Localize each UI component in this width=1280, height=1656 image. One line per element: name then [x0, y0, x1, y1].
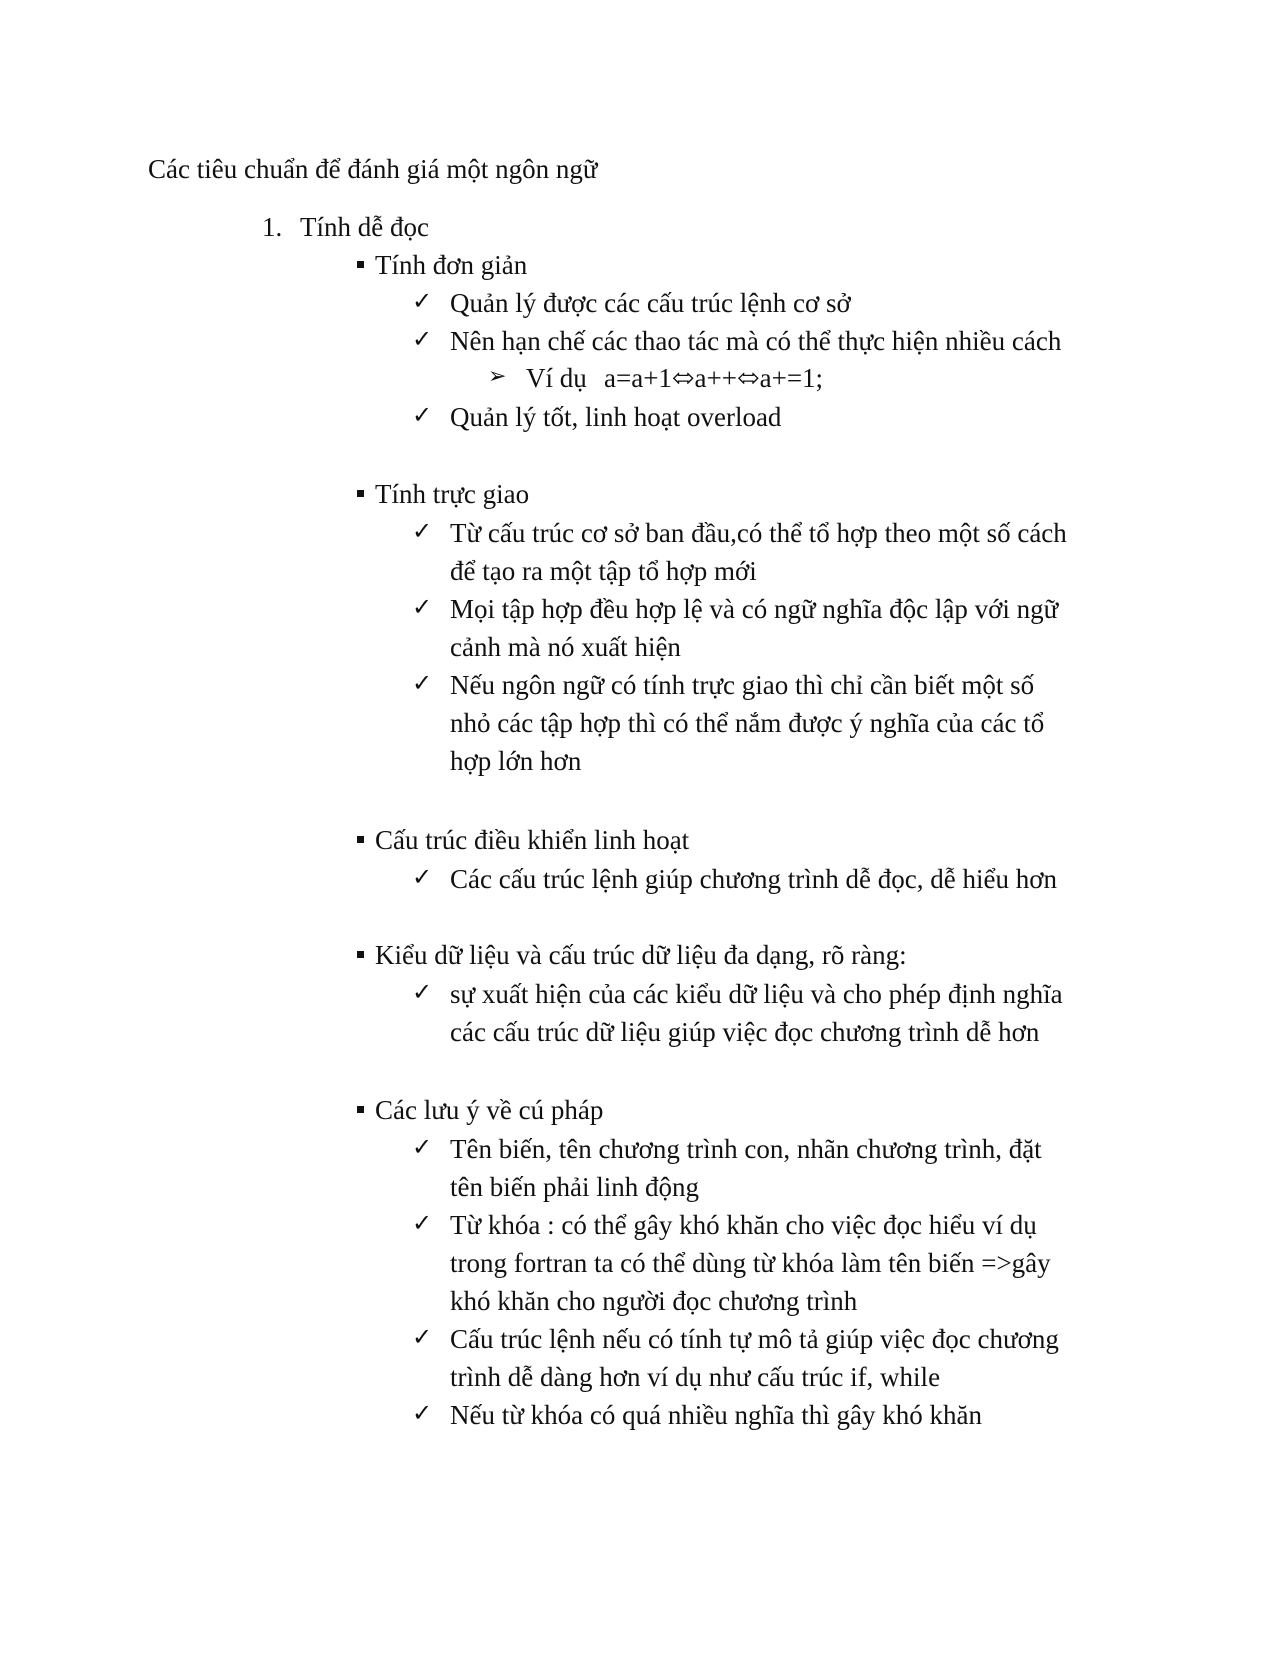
list-item-line: trong fortran ta có thể dùng từ khóa làm tên biến =>gây: [450, 1248, 1051, 1278]
group-heading: Các lưu ý về cú pháp: [375, 1095, 604, 1125]
checkmark-icon: ✓: [412, 669, 433, 697]
checkmark-icon: ✓: [412, 325, 433, 353]
list-item-line: Các cấu trúc lệnh giúp chương trình dễ đọc, dễ hiểu hơn: [450, 864, 1058, 894]
checkmark-icon: ✓: [412, 517, 433, 545]
section-number: 1.: [262, 212, 283, 242]
group-heading: Cấu trúc điều khiển linh hoạt: [375, 825, 690, 855]
list-item-line: nhỏ các tập hợp thì có thể nắm được ý nghĩa của các tổ: [450, 708, 1045, 738]
checkmark-icon: ✓: [412, 1133, 433, 1161]
list-item-line: Nếu ngôn ngữ có tính trực giao thì chỉ cần biết một số: [450, 670, 1035, 700]
list-item-line: Mọi tập hợp đều hợp lệ và có ngữ nghĩa độc lập với ngữ: [450, 594, 1059, 624]
list-item-line: Nên hạn chế các thao tác mà có thể thực hiện nhiều cách: [450, 326, 1062, 356]
checkmark-icon: ✓: [412, 287, 433, 315]
list-item-line: khó khăn cho người đọc chương trình: [450, 1286, 858, 1316]
square-bullet-icon: [357, 261, 364, 268]
list-item-line: trình dễ dàng hơn ví dụ như cấu trúc if, while: [450, 1362, 941, 1392]
example-expression: a=a+1⬄a++⬄a+=1;: [604, 363, 824, 393]
group-heading: Tính trực giao: [375, 479, 530, 509]
list-item-line: tên biến phải linh động: [450, 1172, 699, 1202]
document-title: Các tiêu chuẩn để đánh giá một ngôn ngữ: [148, 154, 598, 184]
square-bullet-icon: [357, 490, 364, 497]
list-item-line: Từ cấu trúc cơ sở ban đầu,có thể tổ hợp theo một số cách: [450, 518, 1067, 548]
checkmark-icon: ✓: [412, 1323, 433, 1351]
group-heading: Tính đơn giản: [375, 250, 528, 280]
list-item-line: các cấu trúc dữ liệu giúp việc đọc chương trình dễ hơn: [450, 1017, 1040, 1047]
list-item-line: Quản lý tốt, linh hoạt overload: [450, 402, 782, 432]
list-item-line: để tạo ra một tập tổ hợp mới: [450, 556, 757, 586]
group-heading: Kiểu dữ liệu và cấu trúc dữ liệu đa dạng, rõ ràng:: [375, 940, 907, 970]
checkmark-icon: ✓: [412, 1209, 433, 1237]
checkmark-icon: ✓: [412, 978, 433, 1006]
list-item-line: sự xuất hiện của các kiểu dữ liệu và cho phép định nghĩa: [450, 979, 1063, 1009]
square-bullet-icon: [357, 1106, 364, 1113]
arrow-bullet-icon: ➢: [488, 364, 507, 389]
list-item-line: cảnh mà nó xuất hiện: [450, 632, 681, 662]
list-item-line: Quản lý được các cấu trúc lệnh cơ sở: [450, 288, 851, 318]
square-bullet-icon: [357, 951, 364, 958]
checkmark-icon: ✓: [412, 593, 433, 621]
list-item-line: Nếu từ khóa có quá nhiều nghĩa thì gây khó khăn: [450, 1400, 983, 1430]
example-prefix: Ví dụ: [526, 363, 587, 393]
checkmark-icon: ✓: [412, 401, 433, 429]
list-item-line: Từ khóa : có thể gây khó khăn cho việc đọc hiểu ví dụ: [450, 1210, 1037, 1240]
list-item-line: Tên biến, tên chương trình con, nhãn chương trình, đặt: [450, 1134, 1042, 1164]
square-bullet-icon: [357, 836, 364, 843]
checkmark-icon: ✓: [412, 1399, 433, 1427]
list-item-line: hợp lớn hơn: [450, 746, 582, 776]
list-item-line: Cấu trúc lệnh nếu có tính tự mô tả giúp việc đọc chương: [450, 1324, 1059, 1354]
checkmark-icon: ✓: [412, 863, 433, 891]
section-title: Tính dễ đọc: [300, 212, 429, 242]
